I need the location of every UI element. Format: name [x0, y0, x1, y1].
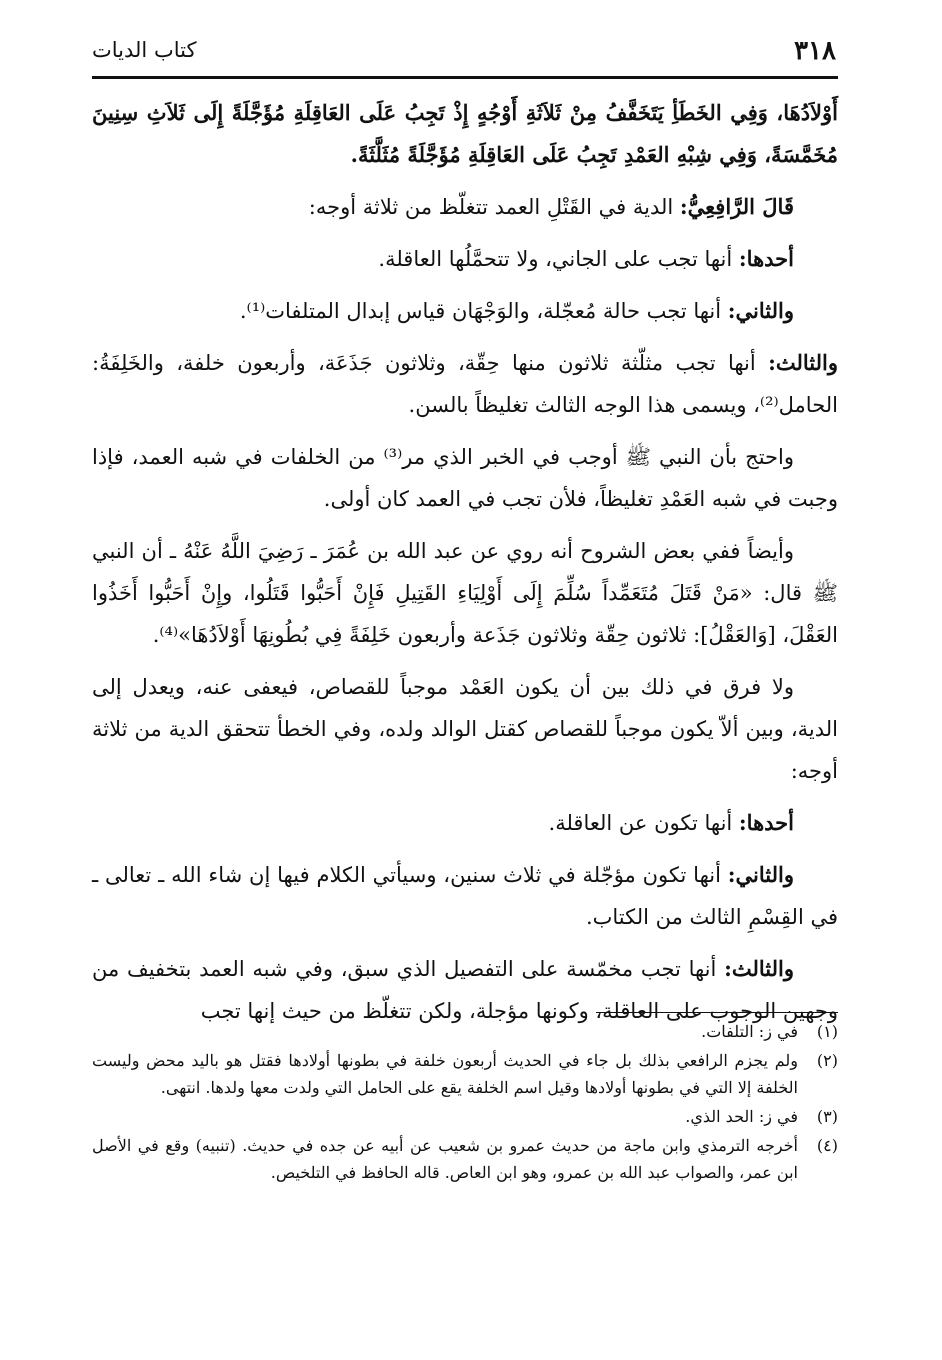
paragraph-lead: والثاني:: [727, 298, 794, 323]
paragraph-text: أنها تكون عن العاقلة.: [548, 811, 739, 835]
footnote: [92, 1047, 838, 1101]
paragraph-text: أنها تجب مخمّسة على التفصيل الذي سبق، وفي شبه العمد بتخفيف من وجهين الوجوب على العاقلة، وكونها مؤجلة، ولكن تتغلّظ من حيث إنها تجب: [92, 957, 838, 1023]
footnote-number: (٣): [816, 1107, 838, 1126]
footnote: [92, 1103, 838, 1130]
paragraph-text: أنها تجب مثلّثة ثلاثون منها حِقّة، وثلاثون جَذَعَة، وأربعون خلفة، والخَلِفَةُ: الحامل⁽²⁾، ويسمى هذا الوجه الثالث تغليظاً بالسن.: [92, 351, 838, 417]
paragraph: [92, 436, 838, 520]
paragraph-text: وأيضاً ففي بعض الشروح أنه روي عن عبد الله بن عُمَرَ ـ رَضِيَ اللَّهُ عَنْهُ ـ أن النبي ﷺ قال: «مَنْ قَتَلَ مُتَعَمِّداً سُلِّمَ إِلَى أَوْلِيَاءِ القَتِيلِ فَإِنْ أَحَبُّوا قَتَلُوا، وإِنْ أَحَبُّوا أَخَذُوا العَقْلَ، [وَالعَقْلُ]: ثلاثون حِقّة وثلاثون جَذَعة وأربعون خَلِفَةً فِي بُطُونِهَا أَوْلاَدُهَا»⁽⁴⁾.: [92, 539, 838, 647]
footnote-number: (٢): [816, 1051, 838, 1070]
footnote-text: أخرجه الترمذي وابن ماجة من حديث عمرو بن شعيب عن أبيه عن جده في حديث. (تنبيه) وقع في الأصل ابن عمر، والصواب عبد الله بن عمرو، وهو ابن العاص. قاله الحافظ في التلخيص.: [92, 1136, 798, 1182]
paragraph: [92, 290, 838, 332]
paragraph: [92, 530, 838, 656]
paragraph: [92, 666, 838, 792]
paragraph-text: أنها تكون مؤجّلة في ثلاث سنين، وسيأتي الكلام فيها إن شاء الله ـ تعالى ـ في القِسْمِ الثالث من الكتاب.: [92, 863, 838, 929]
paragraph-lead: والثالث:: [724, 956, 794, 981]
footnote-text: ولم يجزم الرافعي بذلك بل جاء في الحديث أربعون خلفة في بطونها أولادها فقتل هو باليد محض وليست الخلفة إلا التي في بطونها أولادها وقيل اسم الخلفة يقع على الحامل التي ولدت معها ولدها. انتهى.: [92, 1051, 798, 1097]
paragraph-lead: والثاني:: [727, 862, 794, 887]
paragraph: [92, 186, 838, 228]
paragraph: [92, 802, 838, 844]
paragraph: [92, 92, 838, 176]
paragraph-text: أنها تجب حالة مُعجّلة، والوَجْهَان قياس إبدال المتلفات⁽¹⁾.: [239, 299, 728, 323]
paragraph-lead: قَالَ الرَّافِعِيُّ:: [679, 194, 794, 219]
paragraph: [92, 342, 838, 426]
paragraph-text: الدية في القَتْلِ العمد تتغلّظ من ثلاثة أوجه:: [308, 195, 680, 219]
footnote-number: (٤): [816, 1136, 838, 1155]
footnotes: [92, 1018, 838, 1188]
main-text: [92, 92, 838, 1042]
paragraph-lead: والثالث:: [768, 350, 838, 375]
running-title: كتاب الديات: [92, 38, 197, 62]
footnote-text: في ز: التلفات.: [701, 1022, 798, 1041]
page-number: ٣١٨: [794, 36, 836, 66]
header-rule: [92, 76, 838, 79]
footnote: [92, 1132, 838, 1186]
paragraph: [92, 238, 838, 280]
paragraph-text: أَوْلاَدُهَا، وَفِي الخَطَأِ يَتَخَفَّفُ مِنْ ثَلاَثَةِ أَوْجُهٍ إِذْ تَجِبُ عَلَى العَاقِلَةِ مُؤَجَّلَةً إِلَى ثَلاَثِ سِنِينَ مُخَمَّسَةً، وَفِي شِبْهِ العَمْدِ تَجِبُ عَلَى العَاقِلَةِ مُؤَجَّلَةً مُثَلَّثَةً.: [92, 100, 838, 167]
footnote: [92, 1018, 838, 1045]
paragraph-lead: أحدها:: [738, 810, 794, 835]
page-header: [92, 34, 836, 74]
footnote-number: (١): [816, 1022, 838, 1041]
footnote-text: في ز: الحد الذي.: [685, 1107, 798, 1126]
paragraph-text: أنها تجب على الجاني، ولا تتحمَّلُها العاقلة.: [378, 247, 739, 271]
paragraph: [92, 854, 838, 938]
paragraph-lead: أحدها:: [738, 246, 794, 271]
paragraph-text: واحتج بأن النبي ﷺ أوجب في الخبر الذي مر⁽³⁾ من الخلفات في شبه العمد، فإذا وجبت في شبه العَمْدِ تغليظاً، فلأن تجب في العمد كان أولى.: [92, 445, 838, 511]
paragraph-text: ولا فرق في ذلك بين أن يكون العَمْد موجباً للقصاص، فيعفى عنه، ويعدل إلى الدية، وبين ألاّ يكون موجباً للقصاص كقتل الوالد ولده، وفي الخطأ تتحقق الدية من ثلاثة أوجه:: [92, 675, 838, 783]
footnote-rule: [596, 1012, 838, 1013]
